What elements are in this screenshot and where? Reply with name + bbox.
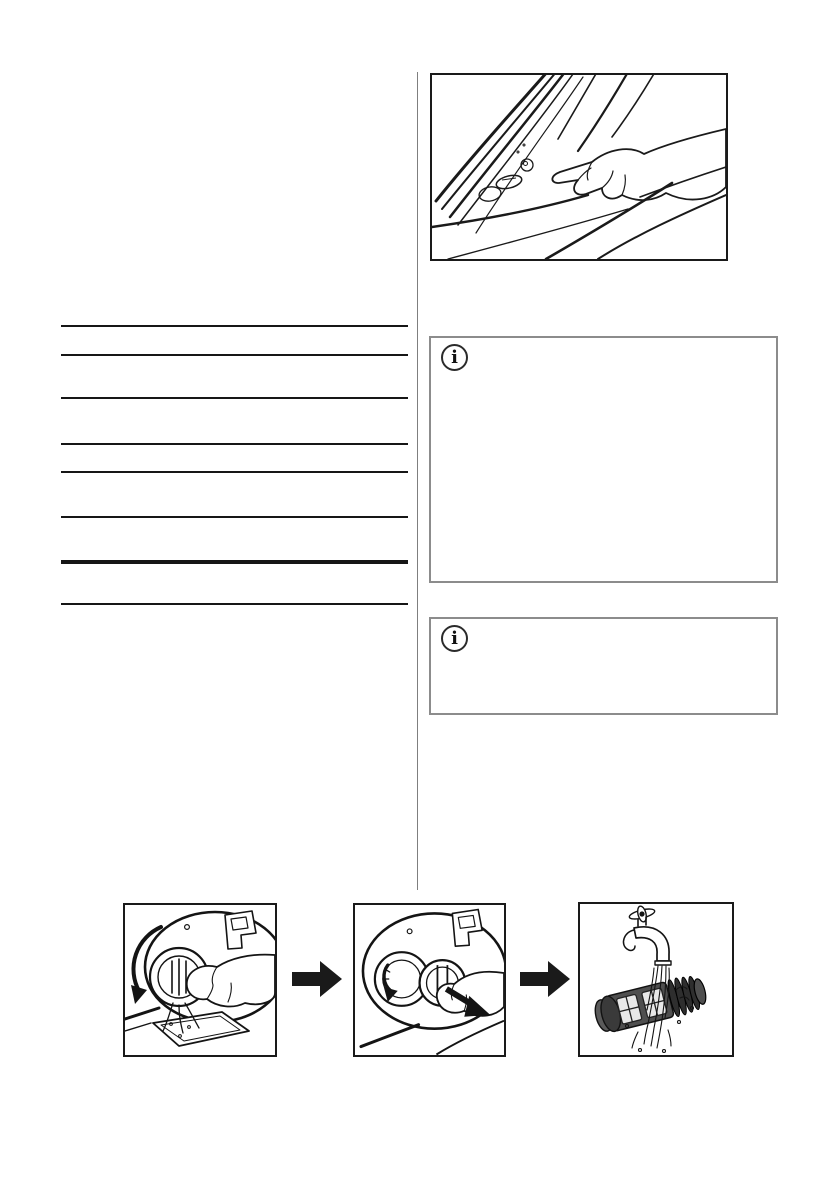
column-divider bbox=[417, 72, 418, 890]
table-rule bbox=[61, 354, 408, 356]
info-icon: i bbox=[441, 625, 468, 652]
table-rule bbox=[61, 397, 408, 399]
figure-door-seal bbox=[430, 73, 728, 261]
hand bbox=[552, 129, 726, 200]
table-rule bbox=[61, 471, 408, 473]
filter-cylinder bbox=[592, 972, 710, 1036]
unscrew-drain-filter-illustration bbox=[125, 905, 275, 1055]
info-note-box-1 bbox=[429, 336, 778, 583]
pull-out-drain-filter-illustration bbox=[355, 905, 504, 1055]
tap-icon bbox=[623, 905, 671, 965]
table-rule bbox=[61, 325, 408, 327]
door-seal-object-removal-illustration bbox=[432, 75, 726, 259]
right-arrow-icon bbox=[520, 961, 570, 997]
right-arrow-icon bbox=[292, 961, 342, 997]
table-rule bbox=[61, 603, 408, 605]
table-rule bbox=[61, 516, 408, 518]
coins bbox=[478, 144, 533, 203]
rinse-filter-under-tap-illustration bbox=[580, 904, 732, 1055]
table-rule bbox=[61, 443, 408, 445]
table-rule-thick bbox=[61, 560, 408, 564]
curved-arrow-head bbox=[131, 985, 147, 1004]
figure-rinse-filter bbox=[578, 902, 734, 1057]
figure-unscrew-drain-filter bbox=[123, 903, 277, 1057]
info-note-box-2 bbox=[429, 617, 778, 715]
figure-pull-out-drain-filter bbox=[353, 903, 506, 1057]
info-icon: i bbox=[441, 344, 468, 371]
